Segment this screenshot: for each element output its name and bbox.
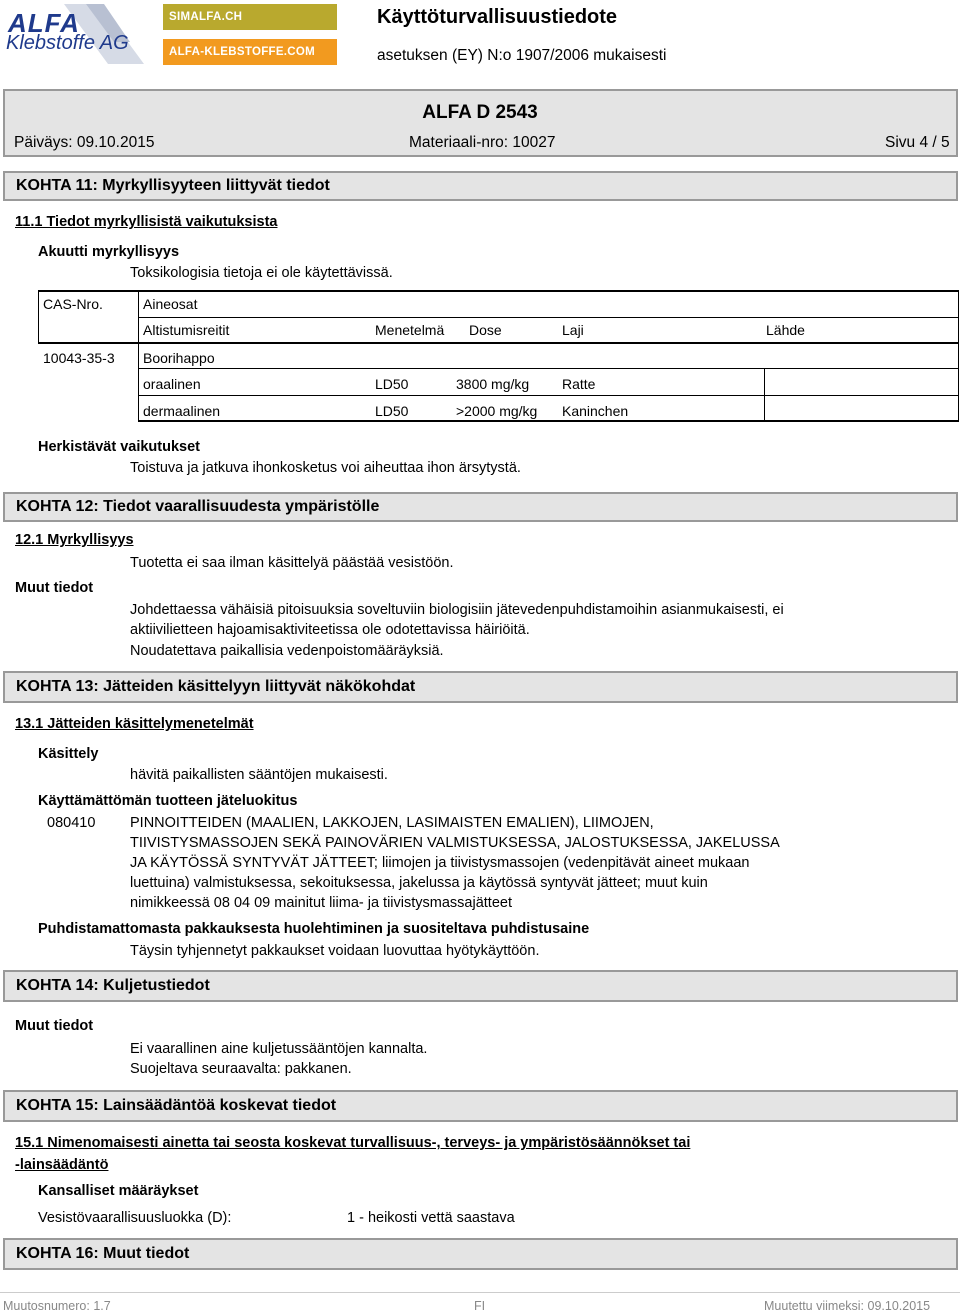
section-11-heading: KOHTA 11: Myrkyllisyyteen liittyvät tiedot: [3, 171, 958, 201]
sensitization-text: Toistuva ja jatkuva ihonkosketus voi aiheuttaa ihon ärsytystä.: [130, 460, 521, 476]
water-hazard-label: Vesistövaarallisuusluokka (D):: [38, 1210, 232, 1226]
logo-word-klebstoffe: Klebstoffe AG: [6, 32, 129, 54]
last-modified: Muutettu viimeksi: 09.10.2015: [764, 1299, 931, 1313]
table-row-dose: 3800 mg/kg: [456, 376, 530, 392]
waste-line5: nimikkeessä 08 04 09 mainitut liima- ja tiivistysmassajätteet: [130, 895, 512, 911]
table-row-method: LD50: [375, 376, 409, 392]
logo-word-alfa: ALFA: [8, 8, 80, 38]
substance-name: Boorihappo: [143, 350, 215, 366]
acute-toxicity-text: Toksikologisia tietoja ei ole käytettävissä.: [130, 265, 393, 281]
section-13-heading: KOHTA 13: Jätteiden käsittelyyn liittyvät näkökohdat: [3, 671, 958, 703]
table-row-method: LD50: [375, 403, 409, 419]
table-row-route: dermaalinen: [143, 403, 221, 419]
table-row-route: oraalinen: [143, 376, 201, 392]
page-number: Sivu 4 / 5: [885, 134, 950, 151]
company-logo: [4, 2, 152, 68]
waste-classification-label: Käyttämättömän tuotteen jäteluokitus: [38, 793, 298, 809]
transport-line2: Suojeltava seuraavalta: pakkanen.: [130, 1061, 352, 1077]
col-routes: Altistumisreitit: [143, 322, 230, 338]
waste-line1: PINNOITTEIDEN (MAALIEN, LAKKOJEN, LASIMAISTEN EMALIEN), LIIMOJEN,: [130, 815, 654, 831]
col-species: Laji: [562, 322, 584, 338]
table-row-dose: >2000 mg/kg: [456, 403, 538, 419]
section-12-heading: KOHTA 12: Tiedot vaarallisuudesta ympäristölle: [3, 492, 958, 522]
sensitization-label: Herkistävät vaikutukset: [38, 439, 200, 455]
other-info-line2: aktiivilietteen hajoamisaktiviteetissa ole odotettavissa häiriöitä.: [130, 622, 530, 638]
section-16-heading: KOHTA 16: Muut tiedot: [3, 1238, 958, 1270]
material-number: Materiaali-nro: 10027: [409, 134, 556, 151]
other-info-line1: Johdettaessa vähäisiä pitoisuuksia soveltuviin biologisiin jätevedenpuhdistamoihin asianmukaisesti, ei: [130, 602, 784, 618]
subsection-15-1-line1: 15.1 Nimenomaisesti ainetta tai seosta koskevat turvallisuus-, terveys- ja ympäristösäännökset tai: [15, 1135, 691, 1151]
other-info-label: Muut tiedot: [15, 580, 94, 596]
footer-divider: [0, 1292, 960, 1293]
revision-number: Muutosnumero: 1.7: [3, 1299, 111, 1313]
document-title: Käyttöturvallisuustiedote: [377, 6, 618, 28]
col-aineosat: Aineosat: [143, 296, 198, 312]
transport-other-label: Muut tiedot: [15, 1018, 94, 1034]
col-method: Menetelmä: [375, 322, 445, 338]
date: Päiväys: 09.10.2015: [14, 134, 155, 151]
handling-text: hävitä paikallisten sääntöjen mukaisesti.: [130, 767, 388, 783]
national-regulations-label: Kansalliset määräykset: [38, 1183, 199, 1199]
language-code: FI: [474, 1299, 486, 1313]
toxicity-table: [38, 290, 959, 422]
col-source: Lähde: [766, 322, 805, 338]
subsection-12-1: 12.1 Myrkyllisyys: [15, 532, 134, 548]
product-name: ALFA D 2543: [422, 102, 538, 123]
col-dose: Dose: [469, 322, 502, 338]
section-14-heading: KOHTA 14: Kuljetustiedot: [3, 970, 958, 1002]
waste-line4: luettuina) valmistuksessa, sekoituksessa, jakelussa ja käytössä syntyvät jätteet; muut kuin: [130, 875, 708, 891]
section-15-heading: KOHTA 15: Lainsäädäntöä koskevat tiedot: [3, 1090, 958, 1122]
other-info-line3: Noudatettava paikallisia vedenpoistomääräyksiä.: [130, 643, 444, 659]
waste-line3: JA KÄYTÖSSÄ SYNTYVÄT JÄTTEET; liimojen ja tiivistysmassojen (vedenpitävät aineet mukaan: [130, 855, 750, 871]
table-row-species: Kaninchen: [562, 403, 629, 419]
subsection-13-1: 13.1 Jätteiden käsittelymenetelmät: [15, 716, 254, 732]
toxicity-text: Tuotetta ei saa ilman käsittelyä päästää vesistöön.: [130, 555, 454, 571]
table-row-species: Ratte: [562, 376, 596, 392]
packaging-text: Täysin tyhjennetyt pakkaukset voidaan luovuttaa hyötykäyttöön.: [130, 943, 540, 959]
alfa-klebstoffe-badge[interactable]: ALFA-KLEBSTOFFE.COM: [163, 39, 337, 65]
water-hazard-value: 1 - heikosti vettä saastava: [347, 1210, 515, 1226]
document-subtitle: asetuksen (EY) N:o 1907/2006 mukaisesti: [377, 47, 667, 64]
col-cas: CAS-Nro.: [43, 296, 103, 312]
subsection-15-1-line2: -lainsäädäntö: [15, 1157, 109, 1173]
subsection-11-1: 11.1 Tiedot myrkyllisistä vaikutuksista: [15, 214, 278, 230]
transport-line1: Ei vaarallinen aine kuljetussääntöjen kannalta.: [130, 1041, 428, 1057]
simalfa-badge[interactable]: SIMALFA.CH: [163, 4, 337, 30]
handling-label: Käsittely: [38, 746, 99, 762]
packaging-label: Puhdistamattomasta pakkauksesta huolehtiminen ja suositeltava puhdistusaine: [38, 921, 590, 937]
acute-toxicity-label: Akuutti myrkyllisyys: [38, 244, 180, 260]
waste-line2: TIIVISTYSMASSOJEN SEKÄ PAINOVÄRIEN VALMISTUKSESSA, JALOSTUKSESSA, JAKELUSSA: [130, 835, 780, 851]
cas-number: 10043-35-3: [43, 350, 115, 366]
waste-code: 080410: [47, 815, 96, 831]
